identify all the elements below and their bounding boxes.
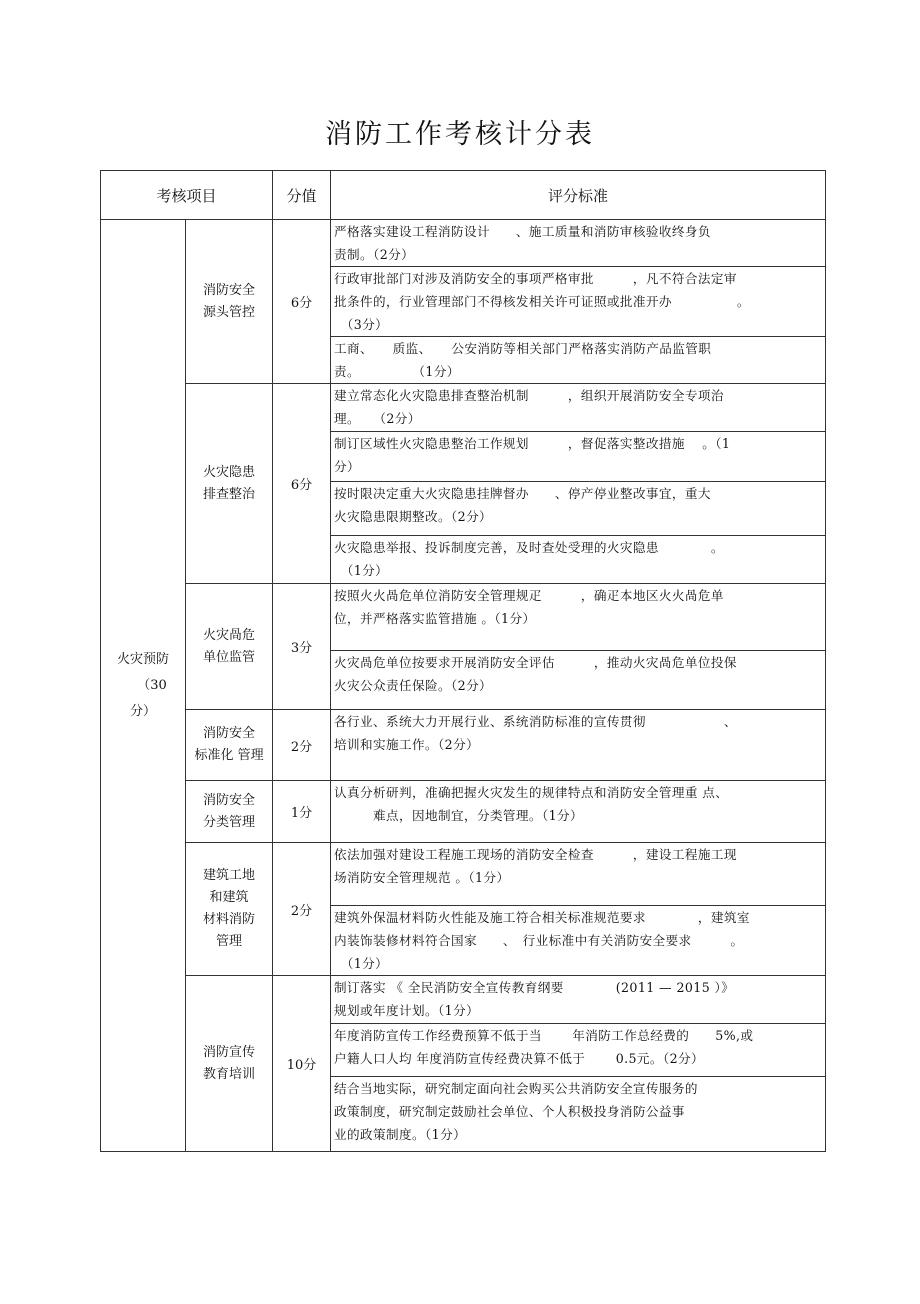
table-row xyxy=(101,976,826,1024)
page-title: 消防工作考核计分表 xyxy=(325,119,595,150)
criteria-text: 制订区域性火灾隐患整治工作规划 ，督促落实整改措施 。（1 分） xyxy=(331,432,826,482)
header-score: 分值 xyxy=(273,171,331,220)
table-row xyxy=(101,843,826,906)
criteria-text: 按时限决定重大火灾隐患挂牌督办 、停产停业整改事宜，重大 火灾隐患限期整改。（2分） xyxy=(331,482,826,536)
criteria-text: 建筑外保温材料防火性能及施工符合相关标准规范要求 ，建筑室 内装饰装修材料符合国家 、 行业标准中有关消防安全要求 。 （1分） xyxy=(331,906,826,976)
header-item: 考核项目 xyxy=(101,171,273,220)
assessment-table xyxy=(100,170,826,1152)
criteria-text: 按照火火咼危单位消防安全管理规疋 ，确疋本地区火火咼危单 位，并严格落实监管措施 。（1分） xyxy=(331,584,826,651)
subitem-name: 火灾咼危 单位监管 xyxy=(186,584,273,710)
subitem-score: 2分 xyxy=(273,843,331,976)
category-cell xyxy=(101,220,186,1152)
subitem-name: 消防安全 源头管控 xyxy=(186,220,273,384)
category-points: （30 xyxy=(137,677,167,693)
header-row xyxy=(101,171,826,220)
criteria-text: 建立常态化火灾隐患排查整治机制 ，组织开展消防安全专项治 理。 （2分） xyxy=(331,384,826,432)
criteria-text: 严格落实建设工程消防设计 、施工质量和消防审核验收终身负 责制。（2分） xyxy=(331,220,826,267)
subitem-score: 2分 xyxy=(273,710,331,781)
subitem-name: 消防安全 标准化 管理 xyxy=(186,710,273,781)
criteria-text: 各行业、系统大力开展行业、系统消防标准的宣传贯彻 、 培训和实施工作。（2分） xyxy=(331,710,826,781)
subitem-score: 6分 xyxy=(273,220,331,384)
subitem-name: 建筑工地 和建筑 材料消防 管理 xyxy=(186,843,273,976)
criteria-text: 火灾咼危单位按要求开展消防安全评估 ，推动火灾咼危单位投保 火灾公众责任保险。（2分） xyxy=(331,651,826,710)
category-points-unit: 分） xyxy=(129,703,156,719)
table-row xyxy=(101,584,826,651)
subitem-score: 1分 xyxy=(273,781,331,843)
category-name: 火灾预防 xyxy=(116,651,169,667)
criteria-text: 工商、 质监、 公安消防等相关部门严格落实消防产品监管职 责。 （1分） xyxy=(331,337,826,384)
subitem-score: 10分 xyxy=(273,976,331,1152)
table-row xyxy=(101,220,826,267)
subitem-name: 消防宣传 教育培训 xyxy=(186,976,273,1152)
table-row xyxy=(101,384,826,432)
subitem-name: 消防安全 分类管理 xyxy=(186,781,273,843)
header-criteria: 评分标准 xyxy=(331,171,826,220)
criteria-text: 年度消防宣传工作经费预算不低于当 年消防工作总经费的 5%,或 户籍人口人均 年度消防宣传经费决算不低于 0.5元。（2分） xyxy=(331,1024,826,1077)
criteria-text: 火灾隐患举报、投诉制度完善，及时查处受理的火灾隐患 。 （1分） xyxy=(331,536,826,584)
criteria-text: 行政审批部门对涉及消防安全的事项严格审批 ，凡不符合法定审 批条件的，行业管理部门不得核发相关许可证照或批准开办 。 （3分） xyxy=(331,267,826,337)
subitem-name: 火灾隐患 排查整治 xyxy=(186,384,273,584)
table-row xyxy=(101,781,826,843)
criteria-text: 结合当地实际，研究制定面向社会购买公共消防安全宣传服务的 政策制度，研究制定鼓励社会单位、个人积极投身消防公益事 业的政策制度。（1分） xyxy=(331,1077,826,1152)
subitem-score: 3分 xyxy=(273,584,331,710)
table-row xyxy=(101,710,826,781)
subitem-score: 6分 xyxy=(273,384,331,584)
criteria-text: 制订落实 《 全民消防安全宣传教育纲要 (2011 — 2015 ）》 规划或年度计划。（1分） xyxy=(331,976,826,1024)
criteria-text: 认真分析研判，准确把握火灾发生的规律特点和消防安全管理重 点、 难点，因地制宜，分类管理。（1分） xyxy=(331,781,826,843)
criteria-text: 依法加强对建设工程施工现场的消防安全检查 ，建设工程施工现 场消防安全管理规范 。（1分） xyxy=(331,843,826,906)
